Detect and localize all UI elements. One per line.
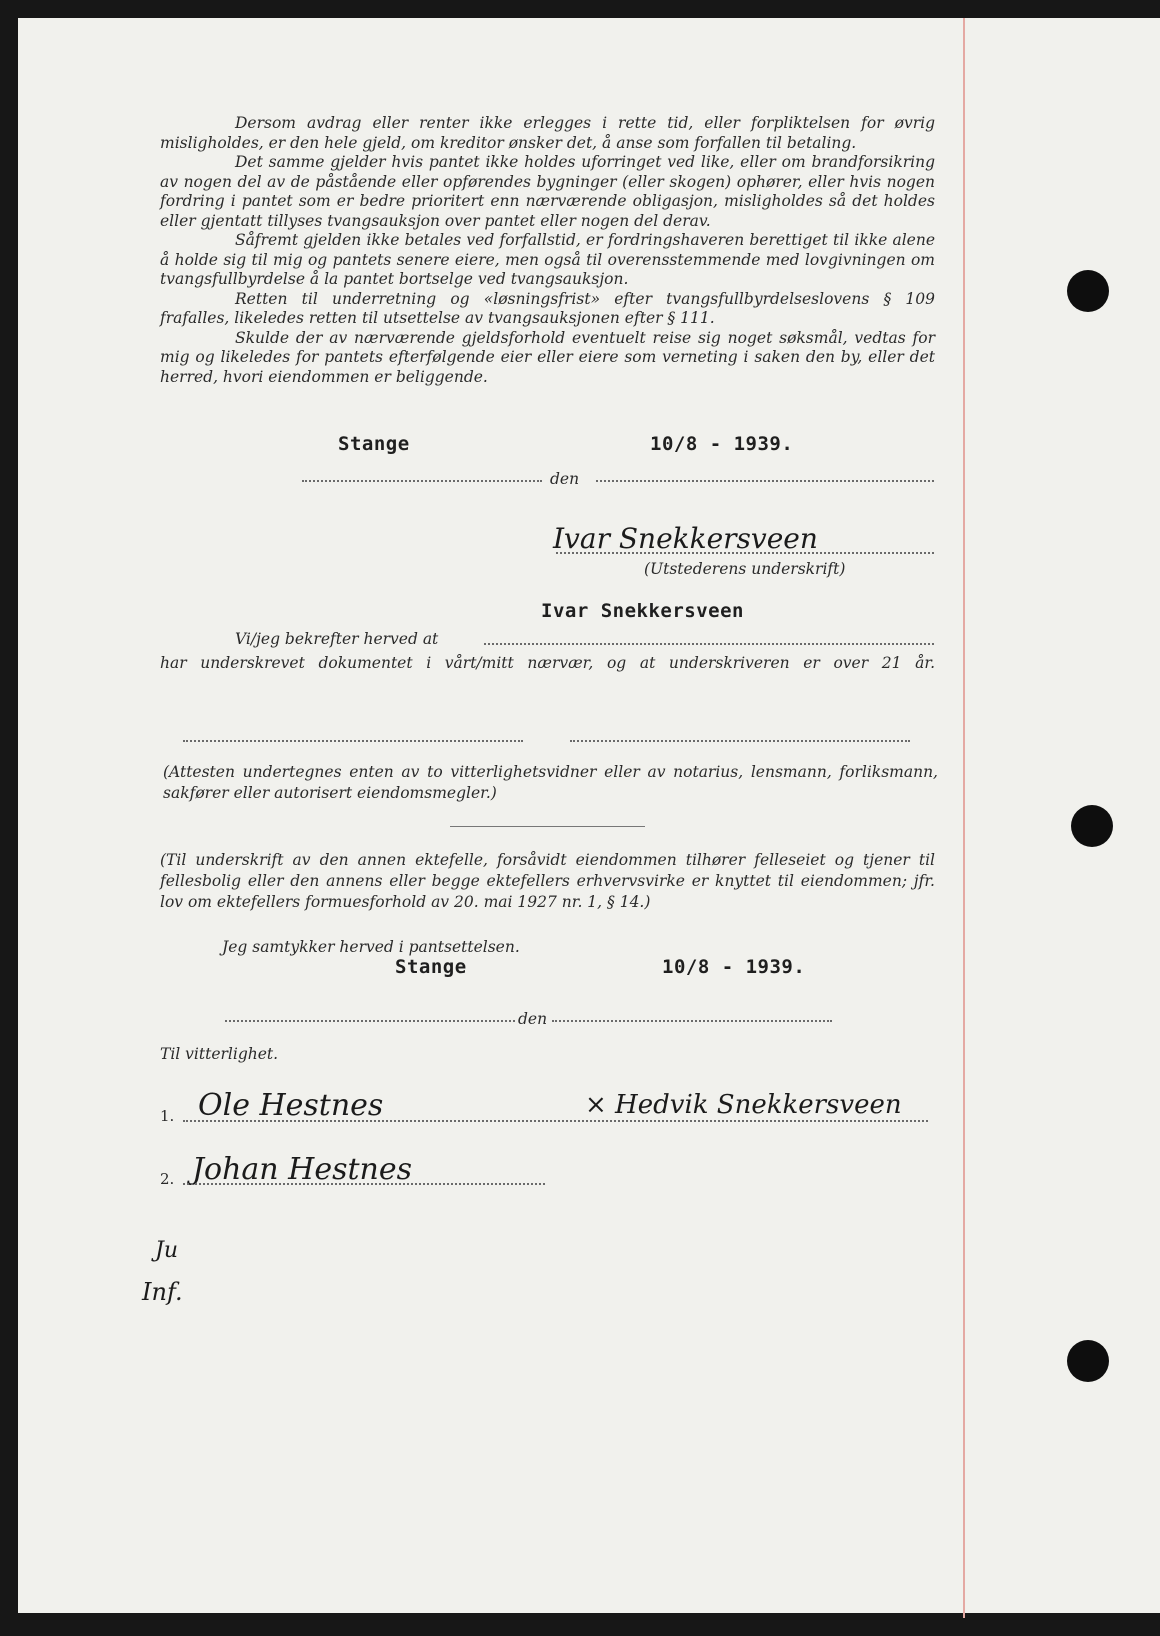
- place-line: [302, 480, 542, 482]
- witness-1-line: [183, 1120, 928, 1122]
- witness-1-signature: Ole Hestnes: [198, 1088, 384, 1123]
- margin-initials: Ju: [155, 1238, 178, 1263]
- consent-place-line: [225, 1020, 515, 1022]
- witness-statement-line2: har underskrevet dokumentet i vårt/mitt nærvær, og at underskriveren er over 21 år.: [160, 654, 935, 672]
- issuer-date: 10/8 - 1939.: [650, 433, 794, 455]
- witness-signature-line: [570, 740, 910, 742]
- witness-statement-line1: Vi/jeg bekrefter herved at: [235, 630, 439, 648]
- spouse-signature: × Hedvik Snekkersveen: [585, 1090, 902, 1120]
- witness-number: 2.: [160, 1170, 175, 1188]
- consent-text: Jeg samtykker herved i pantsettelsen.: [222, 938, 520, 956]
- consent-den-label: den: [518, 1010, 548, 1028]
- issuer-signature: Ivar Snekkersveen: [553, 522, 818, 555]
- consent-date: 10/8 - 1939.: [662, 956, 806, 978]
- issuer-place: Stange: [338, 433, 410, 455]
- paragraph: Dersom avdrag eller renter ikke erlegges i rette tid, eller forpliktelsen for øvrig misligholdes, er den hele gjeld, om kreditor ønsker det, å anse som forfallen til betaling.: [160, 114, 935, 152]
- den-label: den: [550, 470, 580, 488]
- margin-initials: Inf.: [142, 1278, 183, 1306]
- witness-2-signature: Johan Hestnes: [192, 1152, 412, 1187]
- witness-number: 1.: [160, 1107, 175, 1125]
- typed-issuer-name: Ivar Snekkersveen: [541, 600, 744, 622]
- paragraph: Det samme gjelder hvis pantet ikke holdes uforringet ved like, eller om brandforsikring av nogen del av de påstående eller opførendes bygninger (eller skogen) ophører, eller hvis nogen fordring i pantet som er bedre prioritert enn nærværende obligasjon, misligholdes så det holdes eller gjentatt tillyses tvangsauksjon over pantet eller nogen del derav.: [160, 153, 935, 230]
- paragraph: Såfremt gjelden ikke betales ved forfallstid, er fordringshaveren berettiget til ikke alene å holde sig til mig og pantets senere eiere, men også til overensstemmende med lovgivningen om tvangsfullbyrdelse å la pantet bortselge ved tvangsauksjon.: [160, 231, 935, 288]
- margin-line: [963, 18, 965, 1618]
- paragraph: Retten til underretning og «løsningsfrist» efter tvangsfullbyrdelseslovens § 109 frafalles, likeledes retten til utsettelse av tvangsauksjonen efter § 111.: [160, 289, 935, 327]
- attestation-note: (Attesten undertegnes enten av to vitterlighetsvidner eller av notarius, lensmann, forliksmann, sakfører eller autorisert eiendomsmegler.): [163, 763, 938, 802]
- divider: [450, 826, 645, 827]
- consent-date-line: [552, 1020, 832, 1022]
- signature-line: [556, 552, 934, 554]
- paragraph: Skulde der av nærværende gjeldsforhold eventuelt reise sig noget søksmål, vedtas for mig og likeledes for pantets efterfølgende eier eller eiere som verneting i saken den by, eller det herred, hvori eiendommen er beliggende.: [160, 328, 935, 386]
- witness-label: Til vitterlighet.: [160, 1045, 279, 1063]
- consent-place: Stange: [395, 956, 467, 978]
- signature-caption: (Utstederens underskrift): [644, 560, 846, 578]
- witness-2-line: [183, 1183, 545, 1185]
- date-line: [596, 480, 934, 482]
- punch-hole: [1067, 1340, 1109, 1382]
- spouse-note: (Til underskrift av den annen ektefelle, forsåvidt eiendommen tilhører felleseiet og tjener til fellesbolig eller den annens eller begge ektefellers erhvervsvirke er knyttet til eiendommen; jfr. lov om ektefellers formuesforhold av 20. mai 1927 nr. 1, § 14.): [160, 851, 935, 911]
- witness-name-line: [484, 643, 934, 645]
- witness-signature-line: [183, 740, 523, 742]
- punch-hole: [1071, 805, 1113, 847]
- punch-hole: [1067, 270, 1109, 312]
- terms-text: [160, 114, 935, 387]
